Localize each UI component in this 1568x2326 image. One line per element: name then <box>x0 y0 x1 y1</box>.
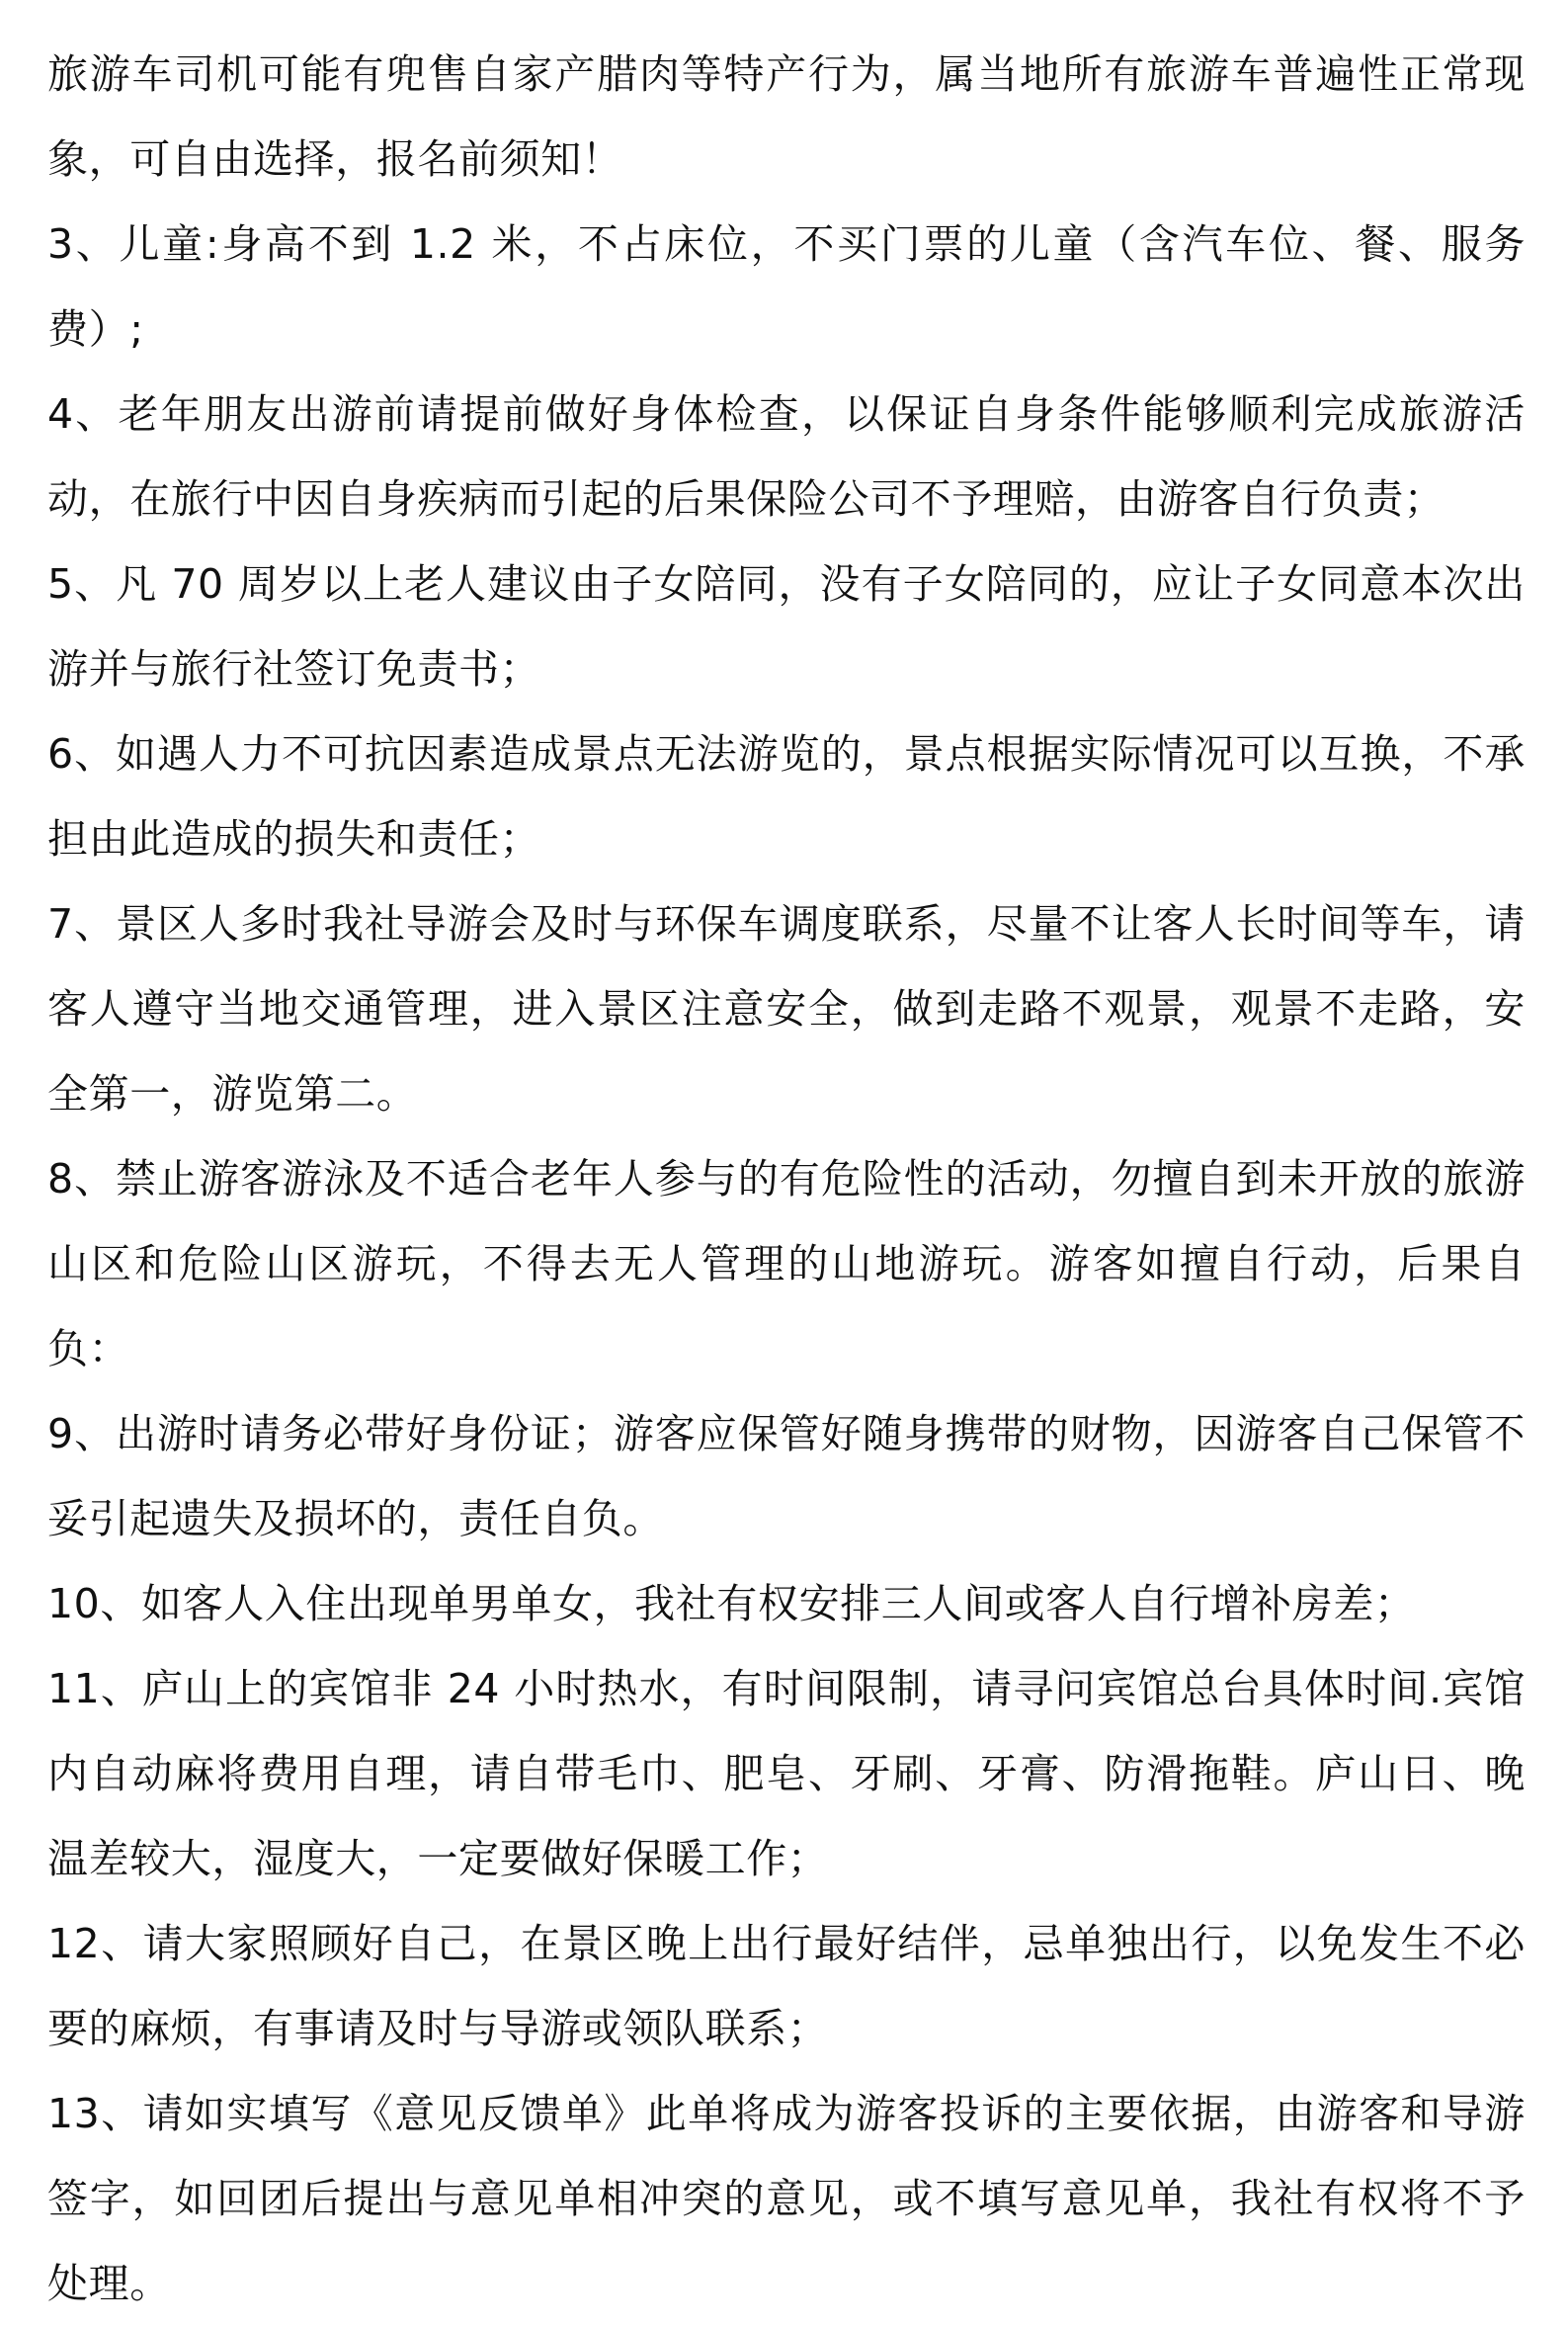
paragraph-item-12: 12、请大家照顾好自己，在景区晚上出行最好结伴，忌单独出行，以免发生不必要的麻烦，有事请及时与导游或领队联系； <box>47 1920 1526 2052</box>
paragraph-item-8: 8、禁止游客游泳及不适合老年人参与的有危险性的活动，勿擅自到未开放的旅游山区和危险山区游玩，不得去无人管理的山地游玩。游客如擅自行动，后果自负： <box>47 1155 1526 1372</box>
document-page <box>47 32 1526 2326</box>
paragraph-item-4: 4、老年朋友出游前请提前做好身体检查，以保证自身条件能够顺利完成旅游活动，在旅行中因自身疾病而引起的后果保险公司不予理赔，由游客自行负责； <box>47 390 1526 523</box>
paragraph-item-6: 6、如遇人力不可抗因素造成景点无法游览的，景点根据实际情况可以互换，不承担由此造成的损失和责任； <box>47 730 1526 863</box>
paragraph-item-5: 5、凡 70 周岁以上老人建议由子女陪同，没有子女陪同的，应让子女同意本次出游并与旅行社签订免责书； <box>47 560 1526 693</box>
paragraph-item-10: 10、如客人入住出现单男单女，我社有权安排三人间或客人自行增补房差； <box>47 1580 1416 1627</box>
paragraph-item-13: 13、请如实填写《意见反馈单》此单将成为游客投诉的主要依据，由游客和导游签字，如回团后提出与意见单相冲突的意见，或不填写意见单，我社有权将不予处理。 <box>47 2090 1526 2307</box>
paragraph-driver-notice: 旅游车司机可能有兜售自家产腊肉等特产行为，属当地所有旅游车普遍性正常现象，可自由选择，报名前须知！ <box>47 50 1526 183</box>
paragraph-item-3: 3、儿童:身高不到 1.2 米，不占床位，不买门票的儿童（含汽车位、餐、服务费）; <box>47 220 1526 353</box>
paragraph-item-7: 7、景区人多时我社导游会及时与环保车调度联系，尽量不让客人长时间等车，请客人遵守当地交通管理，进入景区注意安全，做到走路不观景，观景不走路，安全第一，游览第二。 <box>47 900 1526 1118</box>
paragraph-item-11: 11、庐山上的宾馆非 24 小时热水，有时间限制，请寻问宾馆总台具体时间.宾馆内自动麻将费用自理，请自带毛巾、肥皂、牙刷、牙膏、防滑拖鞋。庐山日、晚温差较大，湿度大，一定要做好保暖工作； <box>47 1665 1526 1882</box>
paragraph-item-9: 9、出游时请务必带好身份证；游客应保管好随身携带的财物，因游客自己保管不妥引起遗失及损坏的，责任自负。 <box>47 1410 1526 1542</box>
